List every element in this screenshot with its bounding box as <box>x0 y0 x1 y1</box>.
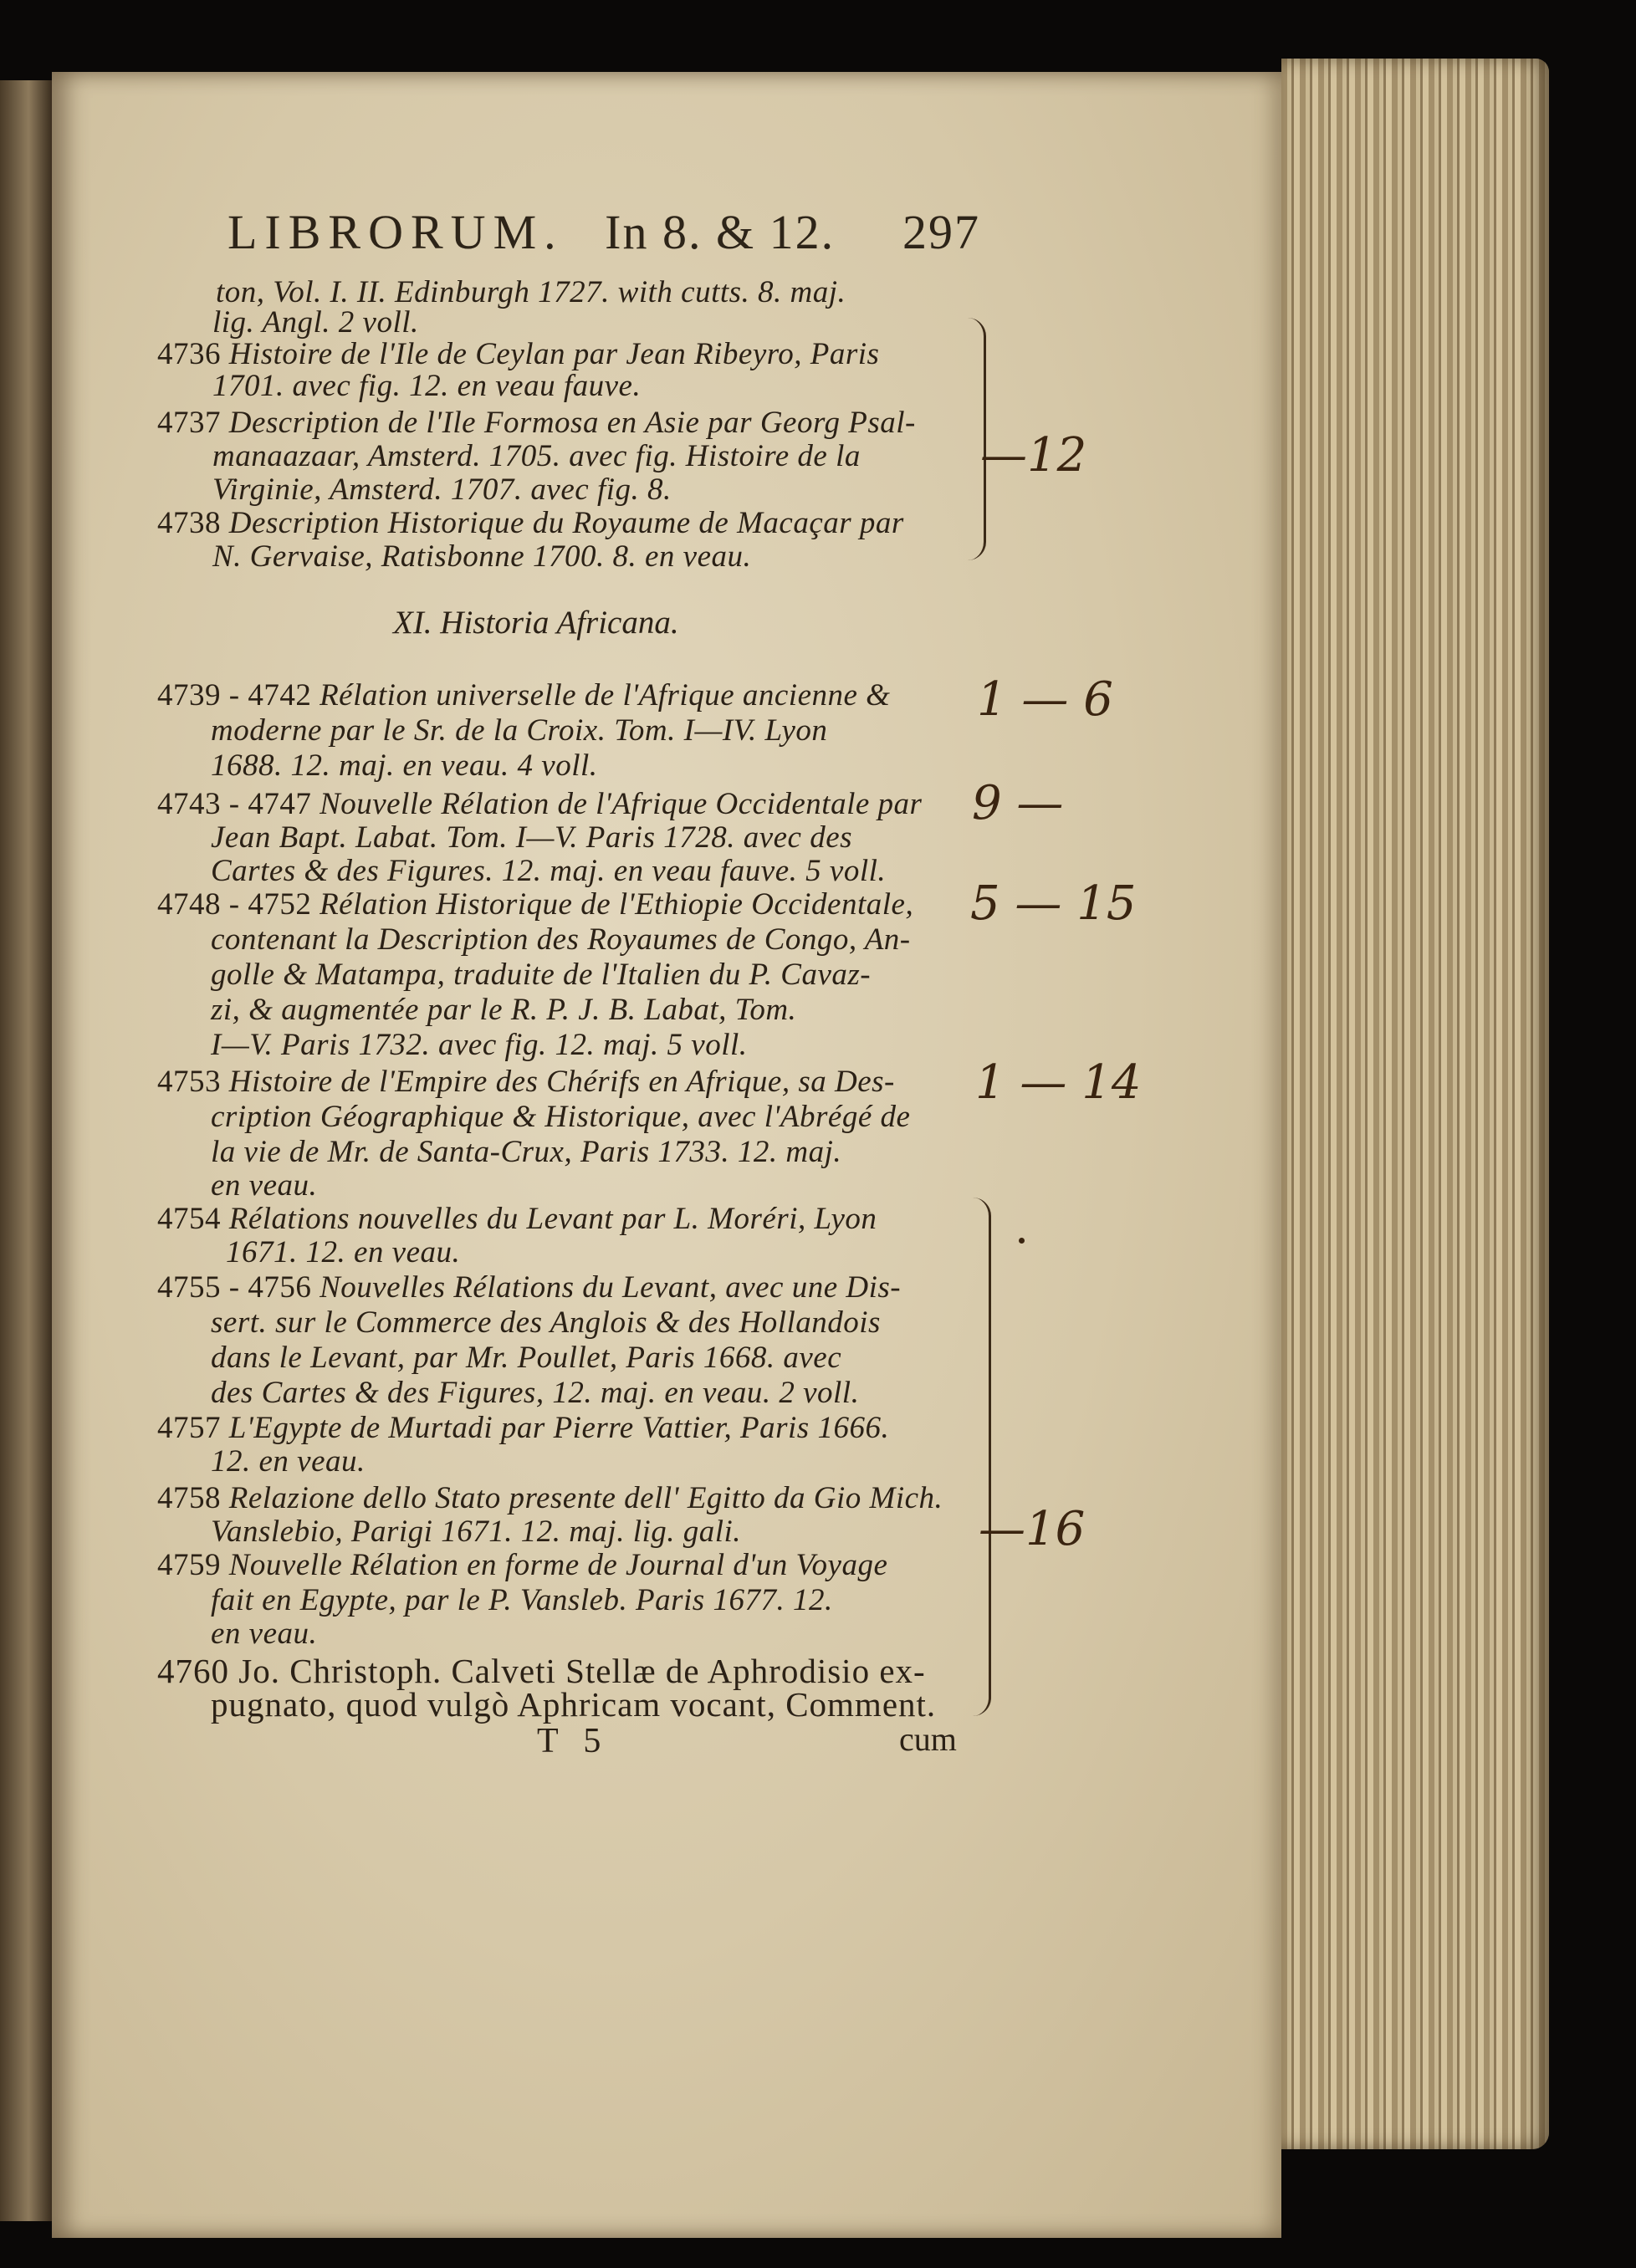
entry-line: golle & Matampa, traduite de l'Italien du P. Cavaz- <box>211 958 872 992</box>
handwritten-bracket <box>967 1198 991 1716</box>
entry-line: cription Géographique & Historique, avec l'Abrégé de <box>211 1100 911 1134</box>
entry-line: 4757 L'Egypte de Murtadi par Pierre Vattier, Paris 1666. <box>157 1411 890 1445</box>
entry-line: sert. sur le Commerce des Anglois & des Hollandois <box>211 1305 881 1340</box>
price-annotation: —16 <box>979 1502 1086 1556</box>
price-annotation: 1 — 6 <box>977 672 1113 727</box>
entry-line: des Cartes & des Figures, 12. maj. en veau. 2 voll. <box>211 1376 860 1410</box>
entry-line: 4739 - 4742 Rélation universelle de l'Afrique ancienne & <box>157 678 891 713</box>
entry-line: manaazaar, Amsterd. 1705. avec fig. Histoire de la <box>212 439 861 473</box>
signature-mark: T 5 <box>537 1722 610 1760</box>
price-annotation: 5 — 15 <box>970 876 1137 931</box>
entry-line: 4743 - 4747 Nouvelle Rélation de l'Afrique Occidentale par <box>157 787 923 821</box>
entry-line: Virginie, Amsterd. 1707. avec fig. 8. <box>212 472 672 507</box>
entry-line: Jean Bapt. Labat. Tom. I—V. Paris 1728. avec des <box>211 820 853 855</box>
entry-line: en veau. <box>211 1617 318 1651</box>
entry-line: 4736 Histoire de l'Ile de Ceylan par Jean Ribeyro, Paris <box>157 337 880 371</box>
entry-line: Vanslebio, Parigi 1671. 12. maj. lig. gali. <box>211 1515 742 1549</box>
entry-line: 1671. 12. en veau. <box>226 1235 461 1269</box>
entry-line: 1688. 12. maj. en veau. 4 voll. <box>211 748 598 783</box>
entry-line: N. Gervaise, Ratisbonne 1700. 8. en veau. <box>212 539 752 574</box>
entry-line: zi, & augmentée par le R. P. J. B. Labat, Tom. <box>211 993 797 1027</box>
page-block-edges <box>1281 59 1549 2149</box>
entry-line: ton, Vol. I. II. Edinburgh 1727. with cutts. 8. maj. <box>216 275 846 309</box>
running-head-format: In 8. & 12. <box>605 205 836 259</box>
entry-line: en veau. <box>211 1168 318 1203</box>
entry-line: pugnato, quod vulgò Aphricam vocant, Comment. <box>211 1685 937 1724</box>
entry-line: 4758 Relazione dello Stato presente dell' Egitto da Gio Mich. <box>157 1481 943 1515</box>
price-annotation: 1 — 14 <box>975 1055 1142 1110</box>
entry-line: 4748 - 4752 Rélation Historique de l'Ethiopie Occidentale, <box>157 887 914 922</box>
running-head-title: LIBRORUM. <box>228 205 564 259</box>
running-head <box>228 204 980 271</box>
entry-line: 12. en veau. <box>211 1444 366 1479</box>
entry-line: 4737 Description de l'Ile Formosa en Asie par Georg Psal- <box>157 406 916 440</box>
entry-line: fait en Egypte, par le P. Vansleb. Paris 1677. 12. <box>211 1583 833 1617</box>
entry-line: contenant la Description des Royaumes de Congo, An- <box>211 922 911 957</box>
entry-line: 4760 Jo. Christoph. Calveti Stellæ de Aphrodisio ex- <box>157 1652 926 1690</box>
ink-dot <box>1019 1238 1025 1244</box>
adjacent-page-edge <box>0 80 52 2221</box>
entry-line: I—V. Paris 1732. avec fig. 12. maj. 5 voll. <box>211 1028 748 1062</box>
entry-line: Cartes & des Figures. 12. maj. en veau fauve. 5 voll. <box>211 854 887 888</box>
price-annotation: —12 <box>980 428 1087 483</box>
page-number: 297 <box>902 205 980 259</box>
price-annotation: 9 — <box>972 776 1064 830</box>
section-heading: XI. Historia Africana. <box>393 605 679 641</box>
entry-line: 4753 Histoire de l'Empire des Chérifs en Afrique, sa Des- <box>157 1065 895 1099</box>
entry-line: 4759 Nouvelle Rélation en forme de Journal d'un Voyage <box>157 1548 888 1582</box>
entry-line: 4755 - 4756 Nouvelles Rélations du Levant, avec une Dis- <box>157 1270 902 1305</box>
catchword: cum <box>899 1720 957 1758</box>
entry-line: 4738 Description Historique du Royaume de Macaçar par <box>157 506 904 540</box>
entry-line: la vie de Mr. de Santa-Crux, Paris 1733. 12. maj. <box>211 1135 842 1169</box>
entry-line: 1701. avec fig. 12. en veau fauve. <box>212 369 642 403</box>
entry-line: lig. Angl. 2 voll. <box>212 305 419 340</box>
entry-line: moderne par le Sr. de la Croix. Tom. I—IV. Lyon <box>211 713 828 748</box>
entry-line: 4754 Rélations nouvelles du Levant par L. Moréri, Lyon <box>157 1202 877 1236</box>
entry-line: dans le Levant, par Mr. Poullet, Paris 1668. avec <box>211 1341 842 1375</box>
